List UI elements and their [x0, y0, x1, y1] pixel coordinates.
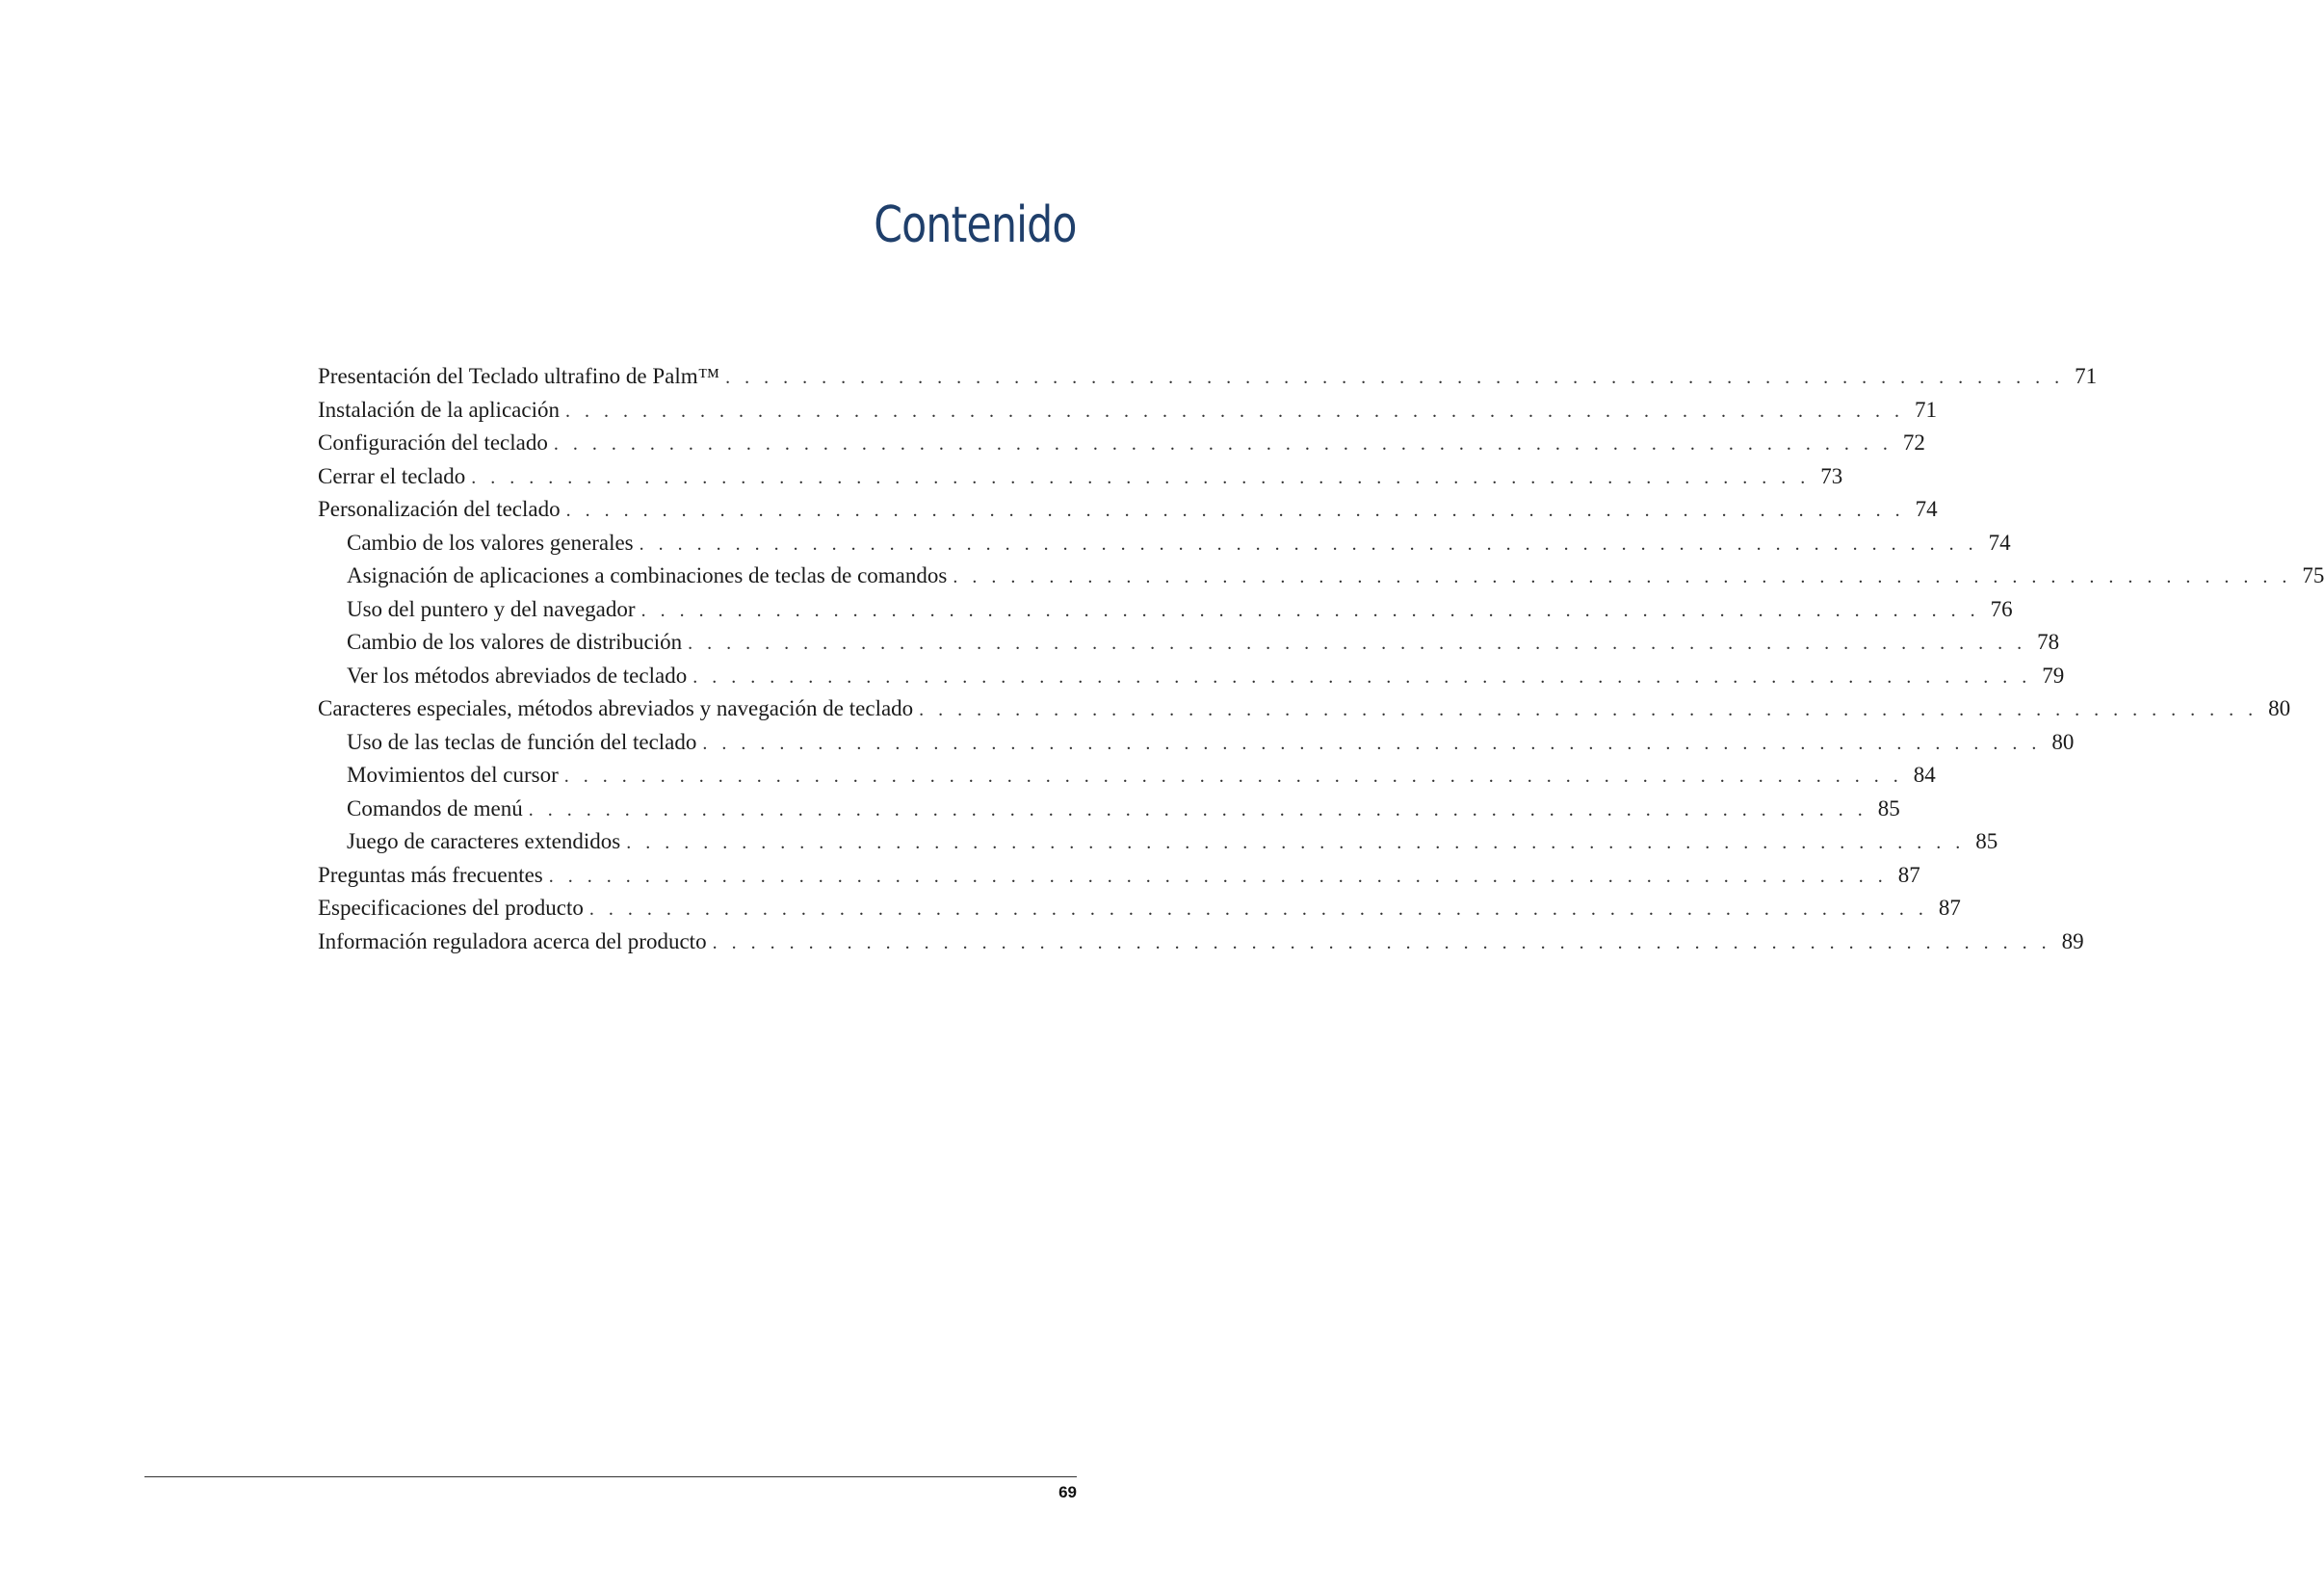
toc-leader-dots: . . . . . . . . . . . . . . . . . . . . . . . . . . . . . . . . . . . . . . . . . . . . . . . . . . . . . . . . . . . . . . . . . . . . . . [692, 665, 2032, 688]
toc-subentry[interactable] [318, 660, 2065, 693]
toc-subentry[interactable] [318, 726, 2075, 760]
toc-leader-dots: . . . . . . . . . . . . . . . . . . . . . . . . . . . . . . . . . . . . . . . . . . . . . . . . . . . . . . . . . . . . . . . . . . . . . . [919, 699, 2259, 720]
toc-entry-title: Juego de caracteres extendidos [347, 829, 621, 853]
toc-leader-dots: . . . . . . . . . . . . . . . . . . . . . . . . . . . . . . . . . . . . . . . . . . . . . . . . . . . . . . . . . . . . . . . . . . . . . . [553, 433, 1893, 455]
toc-entry-page: 89 [2061, 928, 2084, 953]
toc-entry-title: Especificaciones del producto [318, 896, 584, 920]
toc-leader-dots: . . . . . . . . . . . . . . . . . . . . . . . . . . . . . . . . . . . . . . . . . . . . . . . . . . . . . . . . . . . . . . . . . . . . . . [563, 766, 1903, 787]
table-of-contents [318, 360, 2324, 958]
toc-entry-page: 74 [1988, 530, 2011, 555]
toc-entry-title: Uso de las teclas de función del teclado [347, 729, 697, 754]
toc-entry-page: 71 [1914, 397, 1937, 422]
toc-entry-title: Caracteres especiales, métodos abreviados y navegación de teclado [318, 696, 914, 720]
page-number: 69 [1058, 1483, 1077, 1501]
toc-leader-dots: . . . . . . . . . . . . . . . . . . . . . . . . . . . . . . . . . . . . . . . . . . . . . . . . . . . . . . . . . . . . . . . . . . . . . . [640, 599, 1980, 621]
toc-leader-dots: . . . . . . . . . . . . . . . . . . . . . . . . . . . . . . . . . . . . . . . . . . . . . . . . . . . . . . . . . . . . . . . . . . . . . . [471, 466, 1811, 488]
toc-subentry[interactable] [318, 793, 1900, 826]
toc-entry-title: Asignación de aplicaciones a combinaciones de teclas de comandos [347, 563, 948, 587]
toc-entry-title: Presentación del Teclado ultrafino de Palm™ [318, 364, 720, 388]
toc-entry[interactable] [318, 427, 1925, 460]
toc-entry[interactable] [318, 925, 2084, 959]
toc-entry[interactable] [318, 692, 2291, 726]
toc-entry-page: 73 [1820, 463, 1843, 488]
toc-leader-dots: . . . . . . . . . . . . . . . . . . . . . . . . . . . . . . . . . . . . . . . . . . . . . . . . . . . . . . . . . . . . . . . . . . . . . . [953, 566, 2292, 587]
toc-entry-page: 84 [1913, 763, 1936, 787]
toc-subentry[interactable] [318, 825, 1998, 859]
page-title: Contenido [874, 196, 1077, 254]
toc-entry-title: Configuración del teclado [318, 430, 548, 455]
toc-entry-page: 71 [2075, 364, 2098, 388]
toc-subentry[interactable] [318, 626, 2060, 660]
toc-leader-dots: . . . . . . . . . . . . . . . . . . . . . . . . . . . . . . . . . . . . . . . . . . . . . . . . . . . . . . . . . . . . . . . . . . . . . . [712, 931, 2051, 953]
toc-leader-dots: . . . . . . . . . . . . . . . . . . . . . . . . . . . . . . . . . . . . . . . . . . . . . . . . . . . . . . . . . . . . . . . . . . . . . . [702, 732, 2042, 754]
toc-entry[interactable] [318, 892, 1961, 925]
toc-entry-page: 78 [2037, 630, 2060, 654]
toc-entry-page: 79 [2042, 663, 2065, 688]
toc-leader-dots: . . . . . . . . . . . . . . . . . . . . . . . . . . . . . . . . . . . . . . . . . . . . . . . . . . . . . . . . . . . . . . . . . . . . . . [588, 899, 1928, 920]
toc-entry-page: 75 [2302, 563, 2324, 587]
toc-subentry[interactable] [318, 560, 2324, 593]
toc-entry-title: Personalización del teclado [318, 497, 561, 521]
toc-entry-page: 85 [1975, 829, 1998, 853]
toc-entry-page: 74 [1915, 497, 1938, 521]
toc-entry-title: Movimientos del cursor [347, 763, 559, 787]
toc-leader-dots: . . . . . . . . . . . . . . . . . . . . . . . . . . . . . . . . . . . . . . . . . . . . . . . . . . . . . . . . . . . . . . . . . . . . . . [548, 865, 1888, 887]
toc-leader-dots: . . . . . . . . . . . . . . . . . . . . . . . . . . . . . . . . . . . . . . . . . . . . . . . . . . . . . . . . . . . . . . . . . . . . . . [725, 367, 2065, 388]
toc-entry[interactable] [318, 493, 1938, 527]
footer-divider [144, 1476, 1077, 1477]
toc-entry[interactable] [318, 859, 1920, 893]
toc-subentry[interactable] [318, 593, 2013, 627]
toc-leader-dots: . . . . . . . . . . . . . . . . . . . . . . . . . . . . . . . . . . . . . . . . . . . . . . . . . . . . . . . . . . . . . . . . . . . . . . [564, 400, 1904, 422]
toc-entry-title: Cambio de los valores generales [347, 530, 634, 555]
toc-leader-dots: . . . . . . . . . . . . . . . . . . . . . . . . . . . . . . . . . . . . . . . . . . . . . . . . . . . . . . . . . . . . . . . . . . . . . . [528, 798, 1867, 821]
toc-entry-page: 85 [1877, 795, 1900, 821]
toc-entry[interactable] [318, 394, 1937, 428]
toc-entry-title: Comandos de menú [347, 795, 523, 821]
toc-entry-page: 80 [2051, 729, 2075, 754]
toc-leader-dots: . . . . . . . . . . . . . . . . . . . . . . . . . . . . . . . . . . . . . . . . . . . . . . . . . . . . . . . . . . . . . . . . . . . . . . [626, 832, 1966, 853]
toc-entry-title: Información reguladora acerca del producto [318, 928, 707, 953]
toc-entry[interactable] [318, 460, 1843, 494]
toc-entry-title: Cambio de los valores de distribución [347, 630, 683, 654]
toc-leader-dots: . . . . . . . . . . . . . . . . . . . . . . . . . . . . . . . . . . . . . . . . . . . . . . . . . . . . . . . . . . . . . . . . . . . . . . [565, 500, 1905, 521]
toc-entry-title: Cerrar el teclado [318, 463, 466, 488]
toc-entry-title: Preguntas más frecuentes [318, 862, 543, 887]
toc-subentry[interactable] [318, 527, 2011, 560]
toc-entry-page: 87 [1938, 896, 1961, 920]
toc-entry-page: 80 [2268, 696, 2291, 720]
toc-entry-page: 72 [1902, 430, 1925, 455]
toc-subentry[interactable] [318, 759, 1936, 793]
toc-leader-dots: . . . . . . . . . . . . . . . . . . . . . . . . . . . . . . . . . . . . . . . . . . . . . . . . . . . . . . . . . . . . . . . . . . . . . . [639, 533, 1978, 555]
toc-entry-page: 76 [1990, 596, 2013, 621]
toc-leader-dots: . . . . . . . . . . . . . . . . . . . . . . . . . . . . . . . . . . . . . . . . . . . . . . . . . . . . . . . . . . . . . . . . . . . . . . [688, 633, 2027, 654]
toc-entry-title: Instalación de la aplicación [318, 397, 560, 422]
toc-entry-title: Ver los métodos abreviados de teclado [347, 663, 688, 688]
toc-entry-title: Uso del puntero y del navegador [347, 596, 636, 621]
toc-entry-page: 87 [1897, 862, 1920, 887]
toc-entry[interactable] [318, 360, 2098, 394]
